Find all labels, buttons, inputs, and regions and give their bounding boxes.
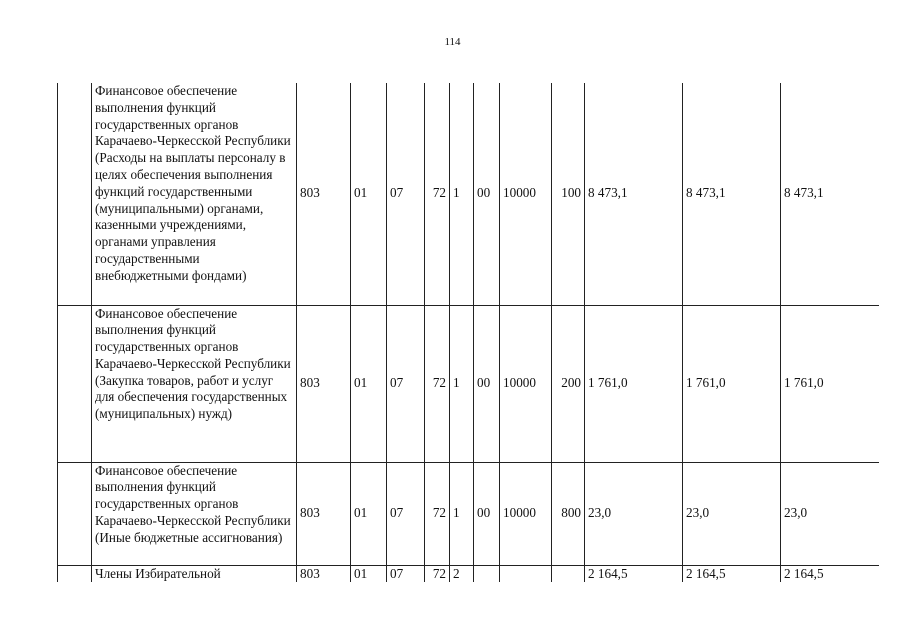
cs4-cell	[500, 565, 552, 582]
row-index-cell	[58, 83, 92, 305]
sum1-cell: 1 761,0	[585, 305, 683, 462]
cs2-cell: 1	[450, 462, 474, 565]
pr-cell: 07	[387, 305, 425, 462]
vr-cell: 200	[552, 305, 585, 462]
sum3-cell: 1 761,0	[781, 305, 880, 462]
table-row	[58, 462, 880, 565]
vr-cell: 100	[552, 83, 585, 305]
cs3-cell: 00	[474, 83, 500, 305]
cs2-cell: 2	[450, 565, 474, 582]
table-row	[58, 565, 880, 582]
pr-cell: 07	[387, 83, 425, 305]
rz-cell: 01	[351, 305, 387, 462]
budget-table	[57, 83, 879, 582]
cs2-cell: 1	[450, 305, 474, 462]
cs3-cell: 00	[474, 462, 500, 565]
budget-table-container	[57, 83, 879, 582]
row-index-cell	[58, 305, 92, 462]
cs3-cell	[474, 565, 500, 582]
ved-cell: 803	[297, 83, 351, 305]
row-index-cell	[58, 462, 92, 565]
sum3-cell: 2 164,5	[781, 565, 880, 582]
ved-cell: 803	[297, 305, 351, 462]
row-index-cell	[58, 565, 92, 582]
sum3-cell: 23,0	[781, 462, 880, 565]
cs3-cell: 00	[474, 305, 500, 462]
cs4-cell: 10000	[500, 83, 552, 305]
ved-cell: 803	[297, 462, 351, 565]
cs1-cell: 72	[425, 565, 450, 582]
page-number: 114	[444, 36, 461, 48]
description-cell: Члены Избирательной	[92, 565, 297, 582]
rz-cell: 01	[351, 565, 387, 582]
sum1-cell: 2 164,5	[585, 565, 683, 582]
cs2-cell: 1	[450, 83, 474, 305]
vr-cell	[552, 565, 585, 582]
sum1-cell: 8 473,1	[585, 83, 683, 305]
ved-cell: 803	[297, 565, 351, 582]
description-cell: Финансовое обеспечение выполнения функций государственных органов Карачаево-Черкесской Республики (Иные бюджетные ассигнования)	[92, 462, 297, 565]
cs1-cell: 72	[425, 305, 450, 462]
sum2-cell: 23,0	[683, 462, 781, 565]
pr-cell: 07	[387, 462, 425, 565]
sum2-cell: 8 473,1	[683, 83, 781, 305]
vr-cell: 800	[552, 462, 585, 565]
pr-cell: 07	[387, 565, 425, 582]
sum1-cell: 23,0	[585, 462, 683, 565]
description-cell: Финансовое обеспечение выполнения функций государственных органов Карачаево-Черкесской Республики (Расходы на выплаты персоналу в целях обеспечения выполнения функций государственными (муниципальными) органами, казенными учреждениями, органами управления государственными внебюджетными фондами)	[92, 83, 297, 305]
table-row	[58, 305, 880, 462]
sum2-cell: 1 761,0	[683, 305, 781, 462]
table-row	[58, 83, 880, 305]
rz-cell: 01	[351, 83, 387, 305]
sum3-cell: 8 473,1	[781, 83, 880, 305]
cs1-cell: 72	[425, 83, 450, 305]
description-cell: Финансовое обеспечение выполнения функций государственных органов Карачаево-Черкесской Республики (Закупка товаров, работ и услуг для обеспечения государственных (муниципальных) нужд)	[92, 305, 297, 462]
cs4-cell: 10000	[500, 305, 552, 462]
rz-cell: 01	[351, 462, 387, 565]
cs1-cell: 72	[425, 462, 450, 565]
cs4-cell: 10000	[500, 462, 552, 565]
sum2-cell: 2 164,5	[683, 565, 781, 582]
